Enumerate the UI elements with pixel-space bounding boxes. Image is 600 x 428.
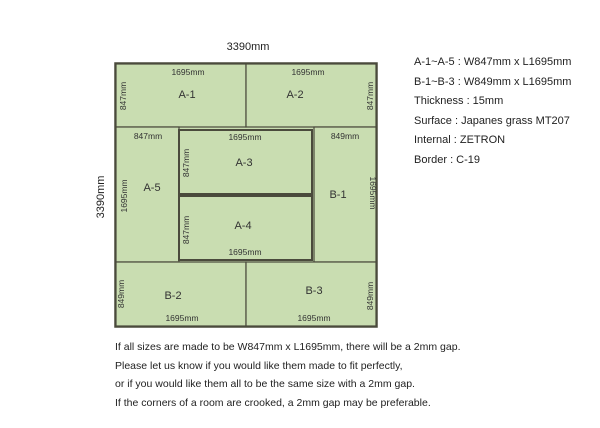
spec-a-sizes: A-1~A-5 : W847mm x L1695mm <box>414 56 572 68</box>
spec-thickness: Thickness : 15mm <box>414 95 504 107</box>
mat-b3-label: B-3 <box>305 285 323 297</box>
mat-b3-length: 1695mm <box>297 313 331 323</box>
mat-a4-label: A-4 <box>234 220 252 232</box>
mat-b2-label: B-2 <box>164 290 182 302</box>
overall-height-label: 3390mm <box>95 175 107 219</box>
overall-width-label: 3390mm <box>226 41 270 53</box>
mat-a2-width: 847mm <box>365 81 375 111</box>
mat-a1 <box>116 64 246 127</box>
note-line: Please let us know if you would like them made to fit perfectly, <box>115 359 403 372</box>
mat-a4-length: 1695mm <box>228 247 262 257</box>
mat-a4 <box>179 196 312 260</box>
mat-a5 <box>116 127 179 262</box>
mat-a3-label: A-3 <box>235 157 253 169</box>
note-line: If the corners of a room are crooked, a 2mm gap may be preferable. <box>115 396 431 409</box>
mat-a3 <box>179 130 312 194</box>
mat-b1 <box>314 127 378 262</box>
spec-b-sizes: B-1~B-3 : W849mm x L1695mm <box>414 75 572 88</box>
mat-a5-width: 847mm <box>133 131 163 141</box>
mat-b3 <box>246 262 376 326</box>
spec-list <box>414 53 571 170</box>
mat-a2-label: A-2 <box>286 89 304 101</box>
mat-b1-length: 1695mm <box>368 176 378 210</box>
mat-b1-label: B-1 <box>329 189 347 201</box>
mat-a3-width: 847mm <box>181 148 191 178</box>
spec-internal: Internal : ZETRON <box>414 134 506 146</box>
mat-b1-width: 849mm <box>330 131 360 141</box>
mat-a1-label: A-1 <box>178 89 196 101</box>
mat-a5-length: 1695mm <box>119 179 129 213</box>
spec-surface: Surface : Japanes grass MT207 <box>414 114 570 127</box>
mat-a2 <box>246 64 376 127</box>
mat-a4-width: 847mm <box>181 215 191 245</box>
note-line: If all sizes are made to be W847mm x L1695mm, there will be a 2mm gap. <box>115 341 461 353</box>
mat-b2-length: 1695mm <box>165 313 199 323</box>
note-line: or if you would like them all to be the same size with a 2mm gap. <box>115 378 415 390</box>
spec-border: Border : C-19 <box>414 153 481 166</box>
mat-b3-width: 849mm <box>365 281 375 311</box>
mat-a2-length: 1695mm <box>291 67 325 77</box>
mat-b2-width: 849mm <box>116 279 126 309</box>
notes-block <box>115 338 460 412</box>
mat-a5-label: A-5 <box>143 182 161 194</box>
mat-a1-width: 847mm <box>118 81 128 111</box>
mat-b2 <box>116 262 246 326</box>
mat-a1-length: 1695mm <box>171 67 205 77</box>
mat-a3-length: 1695mm <box>228 132 262 142</box>
